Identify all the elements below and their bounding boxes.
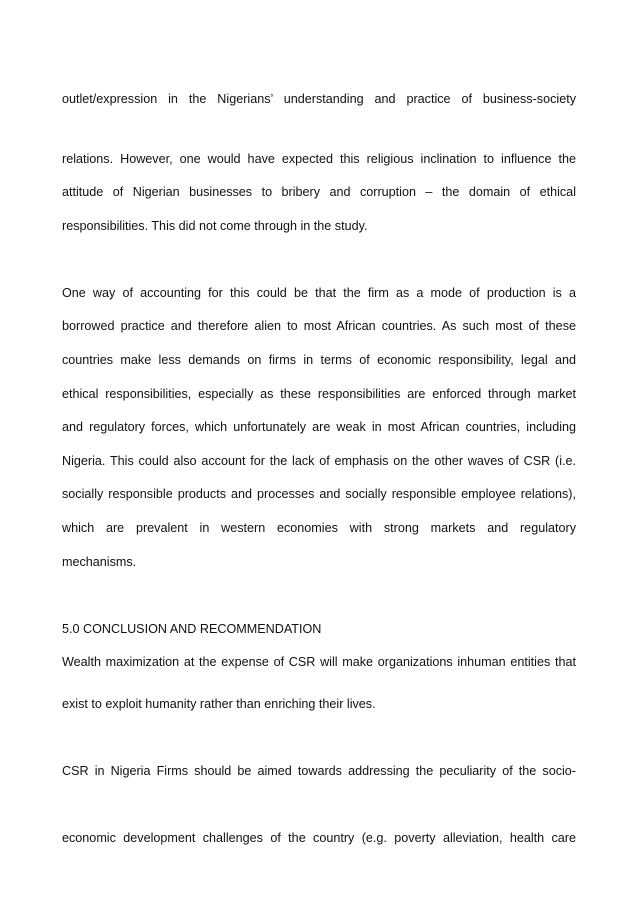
- paragraph-line: attitude of Nigerian businesses to bribery and corruption – the domain of ethical: [62, 185, 576, 199]
- paragraph-line: and regulatory forces, which unfortunately are weak in most African countries, including: [62, 420, 576, 434]
- paragraph-line: CSR in Nigeria Firms should be aimed towards addressing the peculiarity of the socio-: [62, 764, 576, 778]
- paragraph-line: socially responsible products and processes and socially responsible employee relations),: [62, 487, 576, 501]
- paragraph-line: One way of accounting for this could be that the firm as a mode of production is a: [62, 286, 576, 300]
- paragraph-line: countries make less demands on firms in terms of economic responsibility, legal and: [62, 353, 576, 367]
- paragraph-line: Nigeria. This could also account for the lack of emphasis on the other waves of CSR (i.e.: [62, 454, 576, 468]
- paragraph-line: which are prevalent in western economies with strong markets and regulatory: [62, 521, 576, 535]
- paragraph-line: mechanisms.: [62, 555, 137, 569]
- paragraph-line: ethical responsibilities, especially as these responsibilities are enforced through market: [62, 387, 576, 401]
- paragraph-line: outlet/expression in the Nigerians’ understanding and practice of business-society: [62, 92, 576, 106]
- paragraph-line: Wealth maximization at the expense of CSR will make organizations inhuman entities that: [62, 655, 576, 669]
- paragraph-line: economic development challenges of the country (e.g. poverty alleviation, health care: [62, 831, 576, 845]
- paragraph-line: responsibilities. This did not come through in the study.: [62, 219, 368, 233]
- section-heading: 5.0 CONCLUSION AND RECOMMENDATION: [62, 622, 322, 636]
- paragraph-line: relations. However, one would have expected this religious inclination to influence the: [62, 152, 576, 166]
- paragraph-line: borrowed practice and therefore alien to most African countries. As such most of these: [62, 319, 576, 333]
- paragraph-line: exist to exploit humanity rather than enriching their lives.: [62, 697, 376, 711]
